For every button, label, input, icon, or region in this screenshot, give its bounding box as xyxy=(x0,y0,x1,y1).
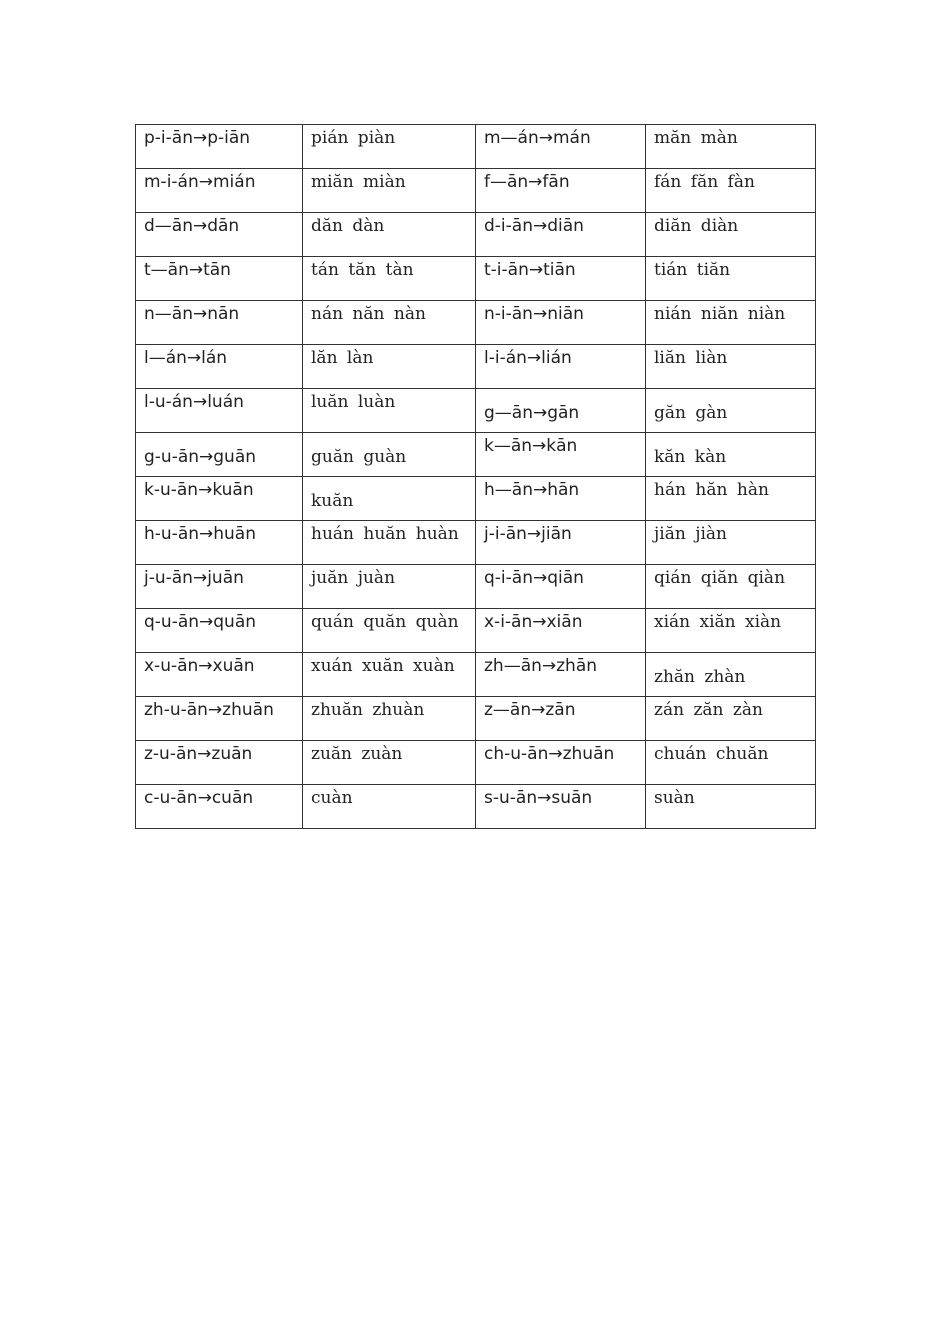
cell-text: kuăn xyxy=(311,491,354,511)
cell-text: f—ān→fān xyxy=(484,172,570,192)
cell-text: dăn dàn xyxy=(311,216,385,236)
table-row xyxy=(136,301,816,345)
cell-text: l-i-án→lián xyxy=(484,348,572,368)
table-row xyxy=(136,257,816,301)
tones-cell xyxy=(303,741,476,785)
cell-text: t—ān→tān xyxy=(144,260,231,280)
spelling-cell xyxy=(476,609,646,653)
cell-text: cuàn xyxy=(311,788,353,808)
spelling-cell xyxy=(476,785,646,829)
spelling-cell xyxy=(136,345,303,389)
cell-text: k—ān→kān xyxy=(484,436,578,456)
cell-text: ch-u-ān→zhuān xyxy=(484,744,615,764)
cell-text: m—án→mán xyxy=(484,128,591,148)
spelling-cell xyxy=(136,389,303,433)
tones-cell xyxy=(303,433,476,477)
cell-text: zhăn zhàn xyxy=(654,667,746,687)
tones-cell xyxy=(646,345,816,389)
cell-text: s-u-ān→suān xyxy=(484,788,593,808)
cell-text: k-u-ān→kuān xyxy=(144,480,254,500)
table-row xyxy=(136,521,816,565)
cell-text: guăn guàn xyxy=(311,447,407,467)
cell-text: z-u-ān→zuān xyxy=(144,744,253,764)
table-row xyxy=(136,389,816,433)
cell-text: xuán xuăn xuàn xyxy=(311,656,455,676)
tones-cell xyxy=(303,653,476,697)
spelling-cell xyxy=(136,653,303,697)
spelling-cell xyxy=(476,521,646,565)
table-row xyxy=(136,565,816,609)
spelling-cell xyxy=(476,697,646,741)
cell-text: diăn diàn xyxy=(654,216,739,236)
cell-text: zhuăn zhuàn xyxy=(311,700,425,720)
cell-text: tián tiăn xyxy=(654,260,731,280)
cell-text: h—ān→hān xyxy=(484,480,580,500)
tones-cell xyxy=(303,257,476,301)
spelling-cell xyxy=(476,125,646,169)
tones-cell xyxy=(646,521,816,565)
table-row xyxy=(136,125,816,169)
spelling-cell xyxy=(136,169,303,213)
table-row xyxy=(136,345,816,389)
cell-text: l-u-án→luán xyxy=(144,392,244,412)
cell-text: lăn làn xyxy=(311,348,374,368)
spelling-cell xyxy=(136,477,303,521)
spelling-cell xyxy=(476,301,646,345)
spelling-cell xyxy=(136,433,303,477)
cell-text: d—ān→dān xyxy=(144,216,240,236)
tones-cell xyxy=(646,785,816,829)
spelling-cell xyxy=(136,697,303,741)
tones-cell xyxy=(646,389,816,433)
tones-cell xyxy=(646,609,816,653)
spelling-cell xyxy=(136,125,303,169)
cell-text: pián piàn xyxy=(311,128,396,148)
cell-text: g-u-ān→guān xyxy=(144,447,257,467)
table-row xyxy=(136,697,816,741)
cell-text: chuán chuăn xyxy=(654,744,769,764)
cell-text: zuăn zuàn xyxy=(311,744,403,764)
spelling-cell xyxy=(136,257,303,301)
cell-text: j-i-ān→jiān xyxy=(484,524,572,544)
tones-cell xyxy=(646,697,816,741)
tones-cell xyxy=(646,653,816,697)
cell-text: nián niăn niàn xyxy=(654,304,786,324)
spelling-cell xyxy=(476,565,646,609)
cell-text: liăn liàn xyxy=(654,348,728,368)
cell-text: x-u-ān→xuān xyxy=(144,656,255,676)
cell-text: c-u-ān→cuān xyxy=(144,788,254,808)
cell-text: zán zăn zàn xyxy=(654,700,763,720)
tones-cell xyxy=(303,565,476,609)
pinyin-table-body xyxy=(136,125,816,829)
cell-text: qián qiăn qiàn xyxy=(654,568,786,588)
spelling-cell xyxy=(476,169,646,213)
cell-text: fán făn fàn xyxy=(654,172,755,192)
tones-cell xyxy=(303,609,476,653)
cell-text: quán quăn quàn xyxy=(311,612,459,632)
table-row xyxy=(136,741,816,785)
cell-text: miăn miàn xyxy=(311,172,406,192)
cell-text: d-i-ān→diān xyxy=(484,216,584,236)
tones-cell xyxy=(646,169,816,213)
tones-cell xyxy=(646,477,816,521)
spelling-cell xyxy=(136,785,303,829)
cell-text: h-u-ān→huān xyxy=(144,524,256,544)
cell-text: n-i-ān→niān xyxy=(484,304,584,324)
spelling-cell xyxy=(476,213,646,257)
tones-cell xyxy=(303,125,476,169)
tones-cell xyxy=(303,169,476,213)
table-row xyxy=(136,477,816,521)
spelling-cell xyxy=(136,741,303,785)
table-row xyxy=(136,169,816,213)
spelling-cell xyxy=(476,741,646,785)
tones-cell xyxy=(646,741,816,785)
spelling-cell xyxy=(476,477,646,521)
cell-text: zh-u-ān→zhuān xyxy=(144,700,274,720)
tones-cell xyxy=(646,125,816,169)
cell-text: nán năn nàn xyxy=(311,304,426,324)
cell-text: g—ān→gān xyxy=(484,403,580,423)
tones-cell xyxy=(646,213,816,257)
cell-text: m-i-án→mián xyxy=(144,172,256,192)
tones-cell xyxy=(303,785,476,829)
cell-text: măn màn xyxy=(654,128,738,148)
spelling-cell xyxy=(136,301,303,345)
tones-cell xyxy=(303,521,476,565)
cell-text: tán tăn tàn xyxy=(311,260,414,280)
spelling-cell xyxy=(476,433,646,477)
cell-text: kăn kàn xyxy=(654,447,727,467)
spelling-cell xyxy=(136,565,303,609)
cell-text: zh—ān→zhān xyxy=(484,656,598,676)
spelling-cell xyxy=(476,653,646,697)
cell-text: n—ān→nān xyxy=(144,304,240,324)
tones-cell xyxy=(303,477,476,521)
table-row xyxy=(136,433,816,477)
tones-cell xyxy=(646,565,816,609)
tones-cell xyxy=(646,257,816,301)
spelling-cell xyxy=(136,521,303,565)
cell-text: z—ān→zān xyxy=(484,700,576,720)
spelling-cell xyxy=(136,213,303,257)
spelling-cell xyxy=(476,345,646,389)
tones-cell xyxy=(646,433,816,477)
table-row xyxy=(136,785,816,829)
tones-cell xyxy=(303,213,476,257)
cell-text: q-u-ān→quān xyxy=(144,612,257,632)
tones-cell xyxy=(646,301,816,345)
cell-text: luăn luàn xyxy=(311,392,396,412)
cell-text: hán hăn hàn xyxy=(654,480,769,500)
cell-text: t-i-ān→tiān xyxy=(484,260,576,280)
cell-text: huán huăn huàn xyxy=(311,524,459,544)
pinyin-table xyxy=(135,124,816,829)
table-row xyxy=(136,653,816,697)
spelling-cell xyxy=(476,389,646,433)
cell-text: xián xiăn xiàn xyxy=(654,612,782,632)
cell-text: j-u-ān→juān xyxy=(144,568,244,588)
tones-cell xyxy=(303,697,476,741)
tones-cell xyxy=(303,389,476,433)
cell-text: q-i-ān→qiān xyxy=(484,568,584,588)
tones-cell xyxy=(303,301,476,345)
tones-cell xyxy=(303,345,476,389)
table-row xyxy=(136,609,816,653)
table-row xyxy=(136,213,816,257)
spelling-cell xyxy=(136,609,303,653)
cell-text: jiăn jiàn xyxy=(654,524,727,544)
cell-text: suàn xyxy=(654,788,695,808)
cell-text: l—án→lán xyxy=(144,348,228,368)
cell-text: p-i-ān→p-iān xyxy=(144,128,251,148)
cell-text: juăn juàn xyxy=(311,568,396,588)
cell-text: x-i-ān→xiān xyxy=(484,612,583,632)
spelling-cell xyxy=(476,257,646,301)
cell-text: găn gàn xyxy=(654,403,728,423)
